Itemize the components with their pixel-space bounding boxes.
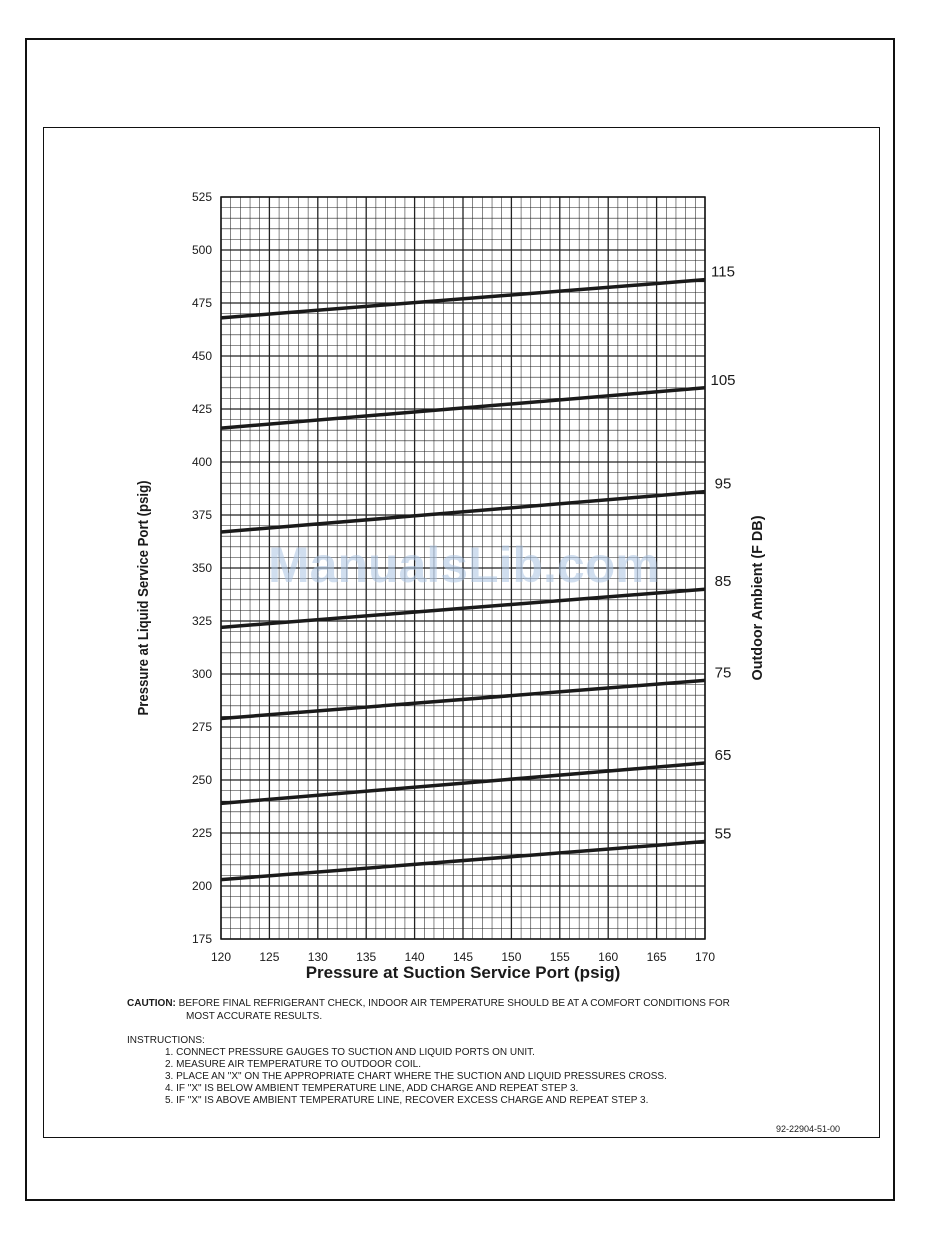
y-tick-label: 425: [191, 402, 212, 416]
caution-text: BEFORE FINAL REFRIGERANT CHECK, INDOOR AIR TEMPERATURE SHOULD BE AT A COMFORT CONDITIONS FOR: [178, 998, 730, 1009]
y-tick-label: 250: [191, 773, 212, 787]
x-tick-label: 145: [452, 950, 474, 964]
x-tick-label: 160: [598, 950, 619, 964]
series-label: 65: [714, 747, 732, 765]
x-tick-label: 165: [646, 950, 667, 964]
x-tick-label: 130: [307, 950, 328, 964]
watermark: ManualsLib.com: [268, 537, 660, 593]
x-tick-label: 140: [404, 950, 425, 964]
caution-label: CAUTION:: [127, 998, 176, 1009]
series-label: 75: [714, 664, 732, 682]
x-tick-label: 120: [210, 950, 232, 964]
y-tick-label: 500: [191, 243, 212, 257]
y-tick-label: 175: [191, 932, 212, 946]
y-tick-label: 300: [191, 667, 212, 681]
y-tick-label: 375: [191, 508, 212, 522]
instructions-list: [127, 1047, 847, 1107]
instruction-step: 1. CONNECT PRESSURE GAUGES TO SUCTION AND LIQUID PORTS ON UNIT.: [165, 1047, 535, 1058]
y-tick-label: 475: [191, 296, 212, 310]
series-label: 85: [714, 573, 732, 591]
x-axis-label: Pressure at Suction Service Port (psig): [305, 963, 621, 982]
y-tick-label: 225: [191, 826, 212, 840]
series-label: 115: [711, 263, 735, 281]
instructions: [127, 1035, 847, 1107]
instruction-step: 3. PLACE AN "X" ON THE APPROPRIATE CHART WHERE THE SUCTION AND LIQUID PRESSURES CROSS.: [165, 1071, 667, 1082]
series-label: 55: [714, 825, 732, 843]
instructions-heading: INSTRUCTIONS:: [127, 1035, 205, 1046]
y-tick-label: 275: [191, 720, 212, 734]
x-tick-label: 170: [694, 950, 716, 964]
series-label: 95: [714, 475, 732, 493]
y-tick-label: 200: [191, 879, 212, 893]
y-axis-label: Pressure at Liquid Service Port (psig): [135, 447, 152, 716]
caution-text-continued: MOST ACCURATE RESULTS.: [186, 1011, 323, 1022]
right-axis-label: Outdoor Ambient (F DB): [749, 508, 766, 681]
y-tick-label: 325: [191, 614, 212, 628]
instruction-step: 5. IF "X" IS ABOVE AMBIENT TEMPERATURE LINE, RECOVER EXCESS CHARGE AND REPEAT STEP 3.: [165, 1095, 649, 1106]
x-tick-label: 150: [501, 950, 522, 964]
document-number: 92-22904-51-00: [776, 1124, 841, 1134]
y-tick-label: 450: [191, 349, 212, 363]
y-tick-label: 525: [191, 190, 212, 204]
instruction-step: 2. MEASURE AIR TEMPERATURE TO OUTDOOR COIL.: [165, 1059, 421, 1070]
x-tick-label: 135: [356, 950, 377, 964]
series-label: 105: [710, 371, 736, 389]
x-tick-label: 155: [549, 950, 570, 964]
x-tick-label: 125: [259, 950, 280, 964]
instruction-step: 4. IF "X" IS BELOW AMBIENT TEMPERATURE LINE, ADD CHARGE AND REPEAT STEP 3.: [165, 1083, 579, 1094]
y-tick-label: 350: [191, 561, 212, 575]
y-tick-label: 400: [191, 455, 212, 469]
caution-note: [127, 997, 827, 1023]
